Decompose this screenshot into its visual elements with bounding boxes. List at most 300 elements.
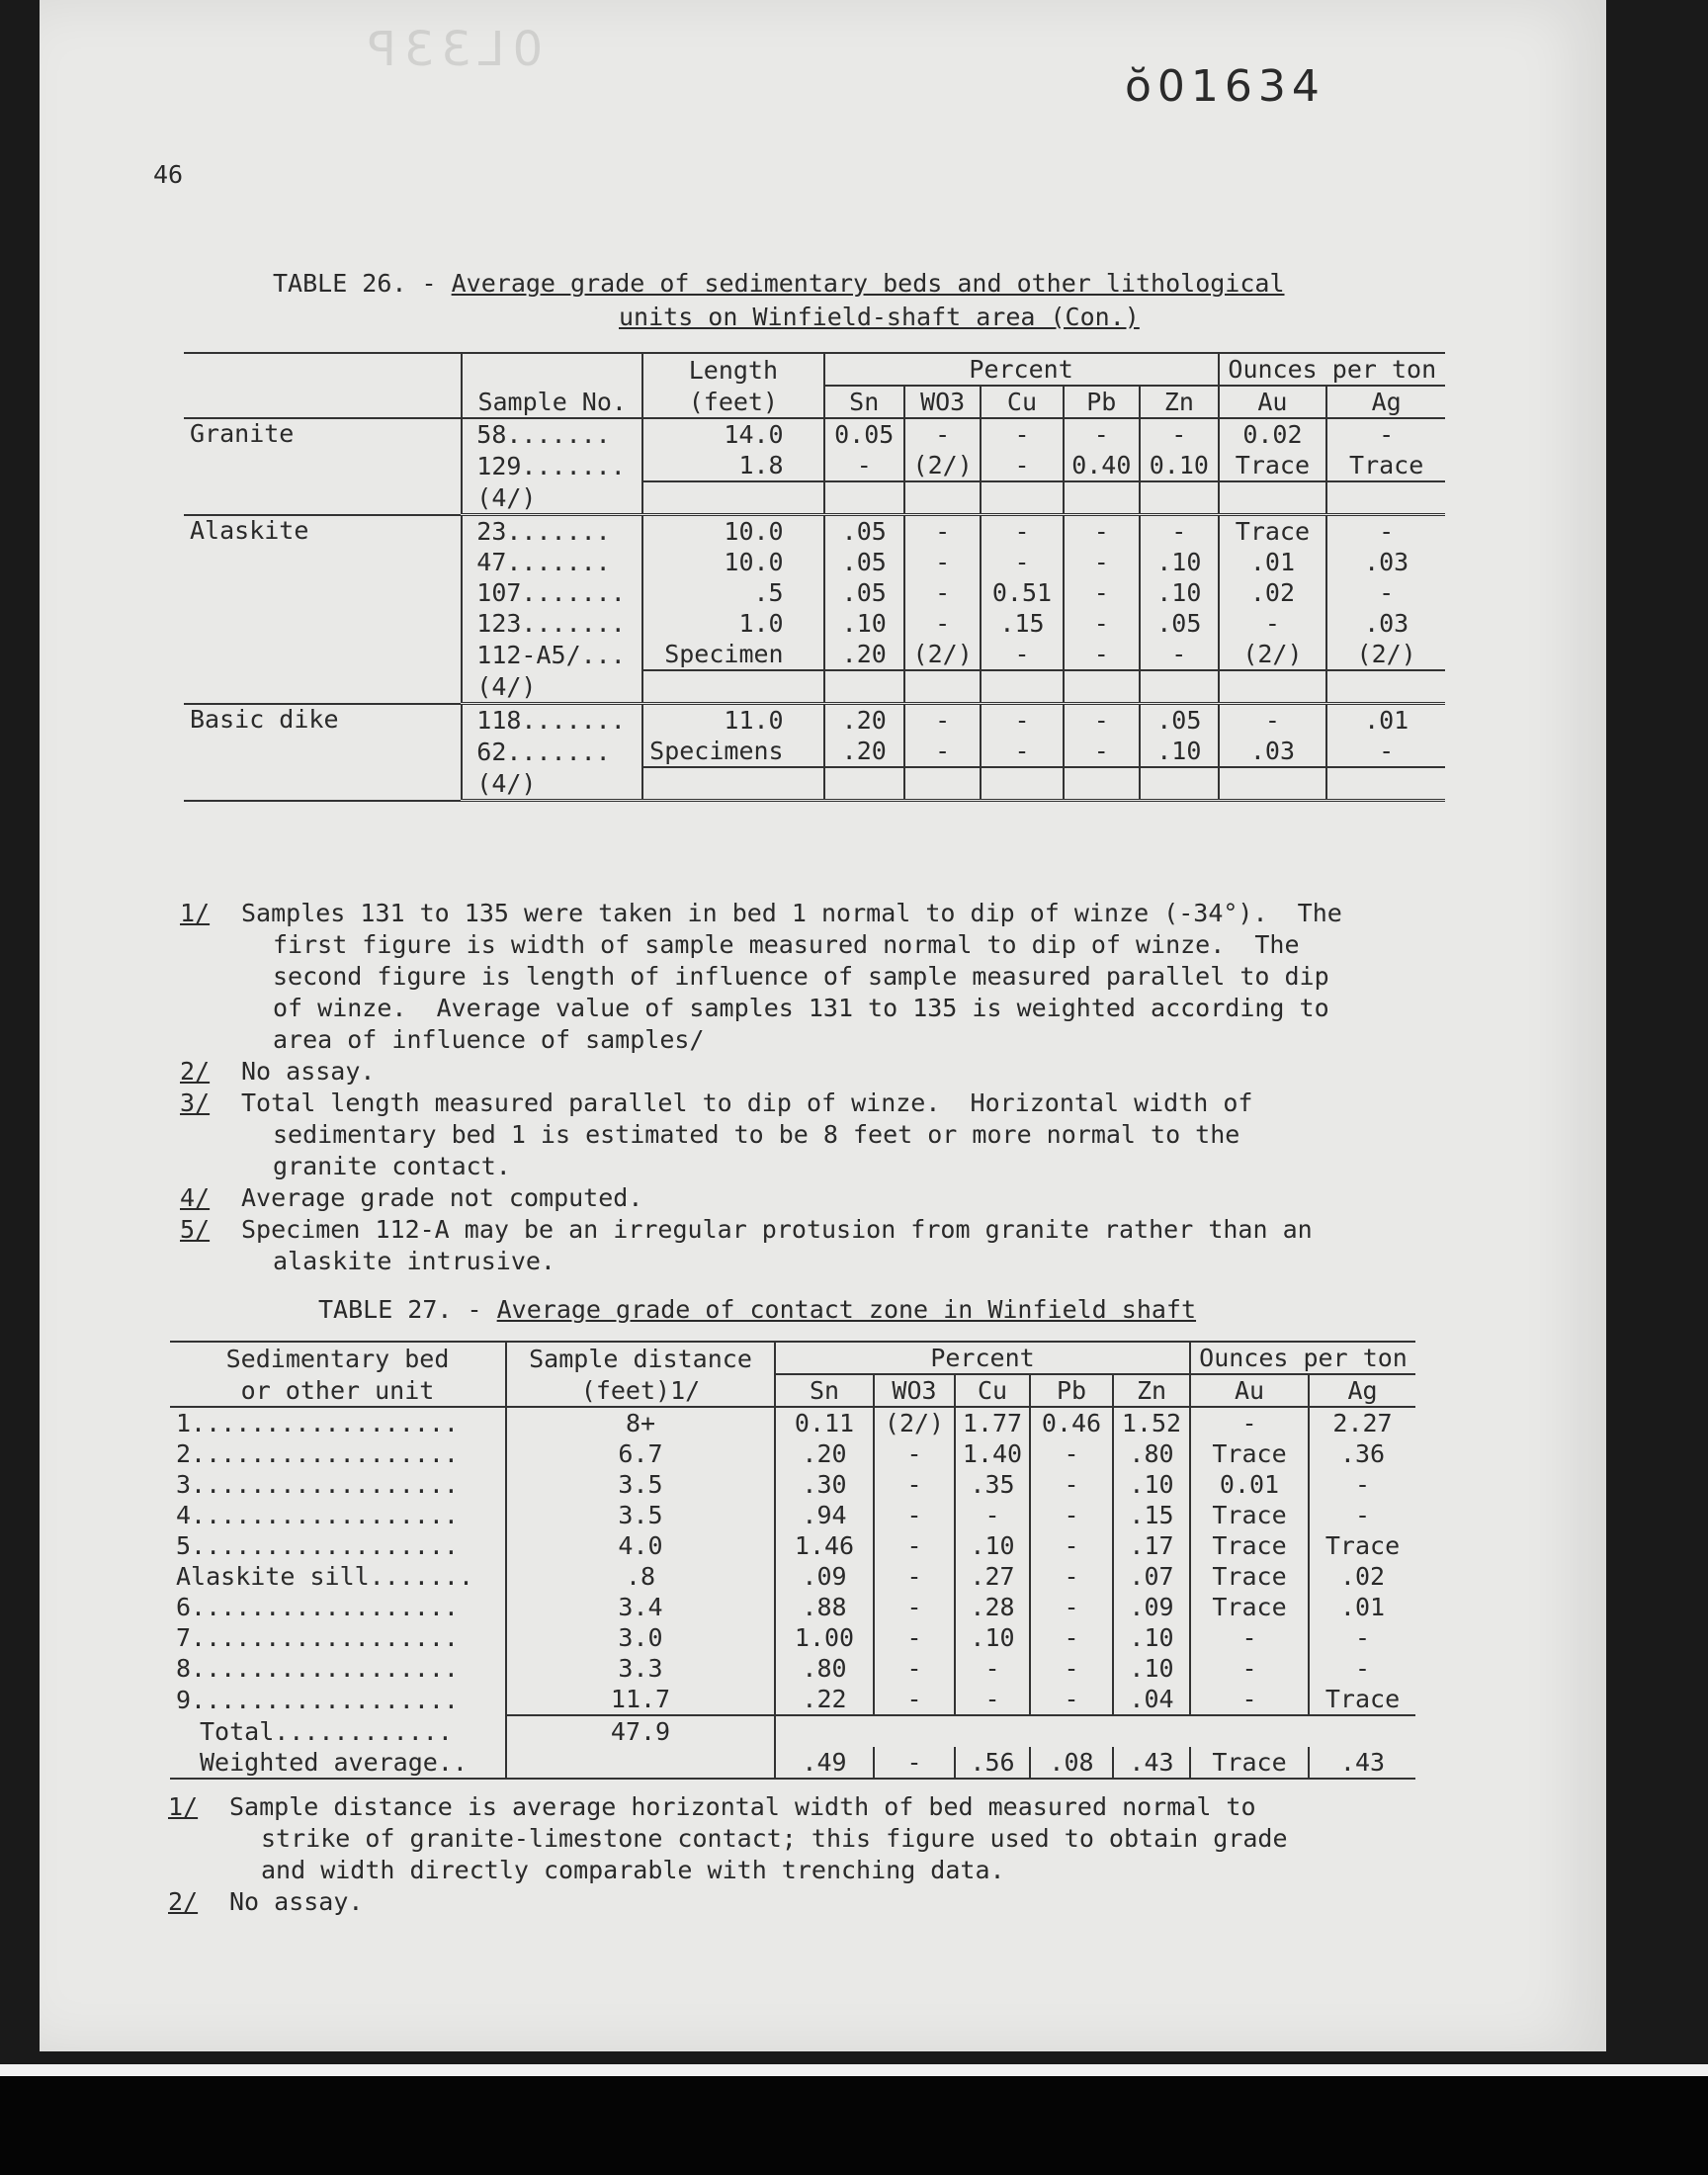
- cell-8: -: [1326, 736, 1445, 767]
- cell-2: .20: [824, 639, 904, 670]
- cell-2: .30: [775, 1469, 874, 1500]
- unit-name: 1..................: [176, 1409, 459, 1437]
- table-row: [184, 639, 1445, 670]
- cell-2: 1.46: [775, 1530, 874, 1561]
- cell-2: 0.05: [824, 418, 904, 450]
- header-col-wo3: WO3: [874, 1374, 955, 1407]
- cell-1: 4.0: [506, 1530, 775, 1561]
- footnote-line: [180, 1246, 1342, 1277]
- cell-6: .07: [1113, 1561, 1190, 1592]
- total-row: [170, 1715, 1415, 1747]
- sample-no: (4/): [462, 481, 642, 515]
- cell-4: .35: [955, 1469, 1030, 1500]
- unit-name-empty: [184, 639, 462, 670]
- cell-3: -: [904, 515, 982, 548]
- cell-7: 0.02: [1219, 418, 1327, 450]
- cell-8: -: [1309, 1500, 1415, 1530]
- unit-name-empty: [184, 736, 462, 767]
- cell-8: .01: [1309, 1592, 1415, 1622]
- cell-4: 0.51: [981, 577, 1063, 608]
- cell-6: .10: [1140, 577, 1218, 608]
- cell-7: .01: [1219, 547, 1327, 577]
- cell-8: Trace: [1309, 1684, 1415, 1715]
- cell-2: [824, 767, 904, 801]
- cell-5: -: [1030, 1684, 1113, 1715]
- cell-5: [1064, 767, 1141, 801]
- footnote-line: [168, 1886, 1288, 1918]
- unit-name: 5..................: [176, 1531, 459, 1560]
- cell-3: -: [874, 1469, 955, 1500]
- cell-7: Trace: [1190, 1438, 1309, 1469]
- header-col-pb: Pb: [1030, 1374, 1113, 1407]
- cell-7: Trace: [1190, 1561, 1309, 1592]
- weighted-cell-6: .43: [1113, 1747, 1190, 1779]
- cell-6: .10: [1113, 1653, 1190, 1684]
- header-unit-line2: or other unit: [170, 1374, 506, 1407]
- cell-8: .36: [1309, 1438, 1415, 1469]
- cell-1: Specimen: [642, 639, 823, 670]
- cell-6: .15: [1113, 1500, 1190, 1530]
- cell-6: [1140, 481, 1218, 515]
- total-empty: [874, 1715, 955, 1747]
- table-row: [170, 1622, 1415, 1653]
- cell-1: 10.0: [642, 547, 823, 577]
- footnote-line: [180, 1182, 1342, 1214]
- cell-7: Trace: [1219, 450, 1327, 481]
- cell-7: Trace: [1190, 1592, 1309, 1622]
- cell-2: 1.00: [775, 1622, 874, 1653]
- table-row: [170, 1469, 1415, 1500]
- cell-5: [1064, 670, 1141, 704]
- cell-7: [1219, 670, 1327, 704]
- cell-7: [1219, 767, 1327, 801]
- header-col-cu: Cu: [981, 386, 1063, 418]
- header-col-sn: Sn: [775, 1374, 874, 1407]
- cell-1: 1.0: [642, 608, 823, 639]
- footnote-mark: 1/: [168, 1792, 199, 1821]
- cell-3: -: [874, 1438, 955, 1469]
- bleed-through-mark: ꟼƐƐ⅃0: [368, 22, 552, 77]
- cell-4: .10: [955, 1622, 1030, 1653]
- table-row: [170, 1653, 1415, 1684]
- cell-2: .20: [824, 736, 904, 767]
- cell-4: .27: [955, 1561, 1030, 1592]
- cell-8: -: [1309, 1653, 1415, 1684]
- cell-3: (2/): [904, 639, 982, 670]
- table-row: [184, 767, 1445, 801]
- cell-7: -: [1190, 1407, 1309, 1438]
- cell-2: .05: [824, 547, 904, 577]
- cell-8: -: [1326, 515, 1445, 548]
- unit-name: 3..................: [176, 1470, 459, 1499]
- footnote-line: [168, 1823, 1288, 1855]
- cell-7: -: [1219, 608, 1327, 639]
- table-row: [184, 577, 1445, 608]
- cell-5: -: [1064, 515, 1141, 548]
- cell-1: .8: [506, 1561, 775, 1592]
- cell-1: [642, 767, 823, 801]
- unit-name: 4..................: [176, 1501, 459, 1529]
- cell-3: (2/): [874, 1407, 955, 1438]
- cell-7: Trace: [1190, 1530, 1309, 1561]
- table-row: [170, 1500, 1415, 1530]
- cell-2: .22: [775, 1684, 874, 1715]
- cell-6: .09: [1113, 1592, 1190, 1622]
- table26-header: [184, 353, 1445, 418]
- cell-3: -: [874, 1622, 955, 1653]
- unit-name: 6..................: [176, 1593, 459, 1621]
- cell-6: 1.52: [1113, 1407, 1190, 1438]
- footnote-text: Total length measured parallel to dip of winze. Horizontal width of: [241, 1088, 1253, 1117]
- cell-4: -: [981, 736, 1063, 767]
- cell-2: .09: [775, 1561, 874, 1592]
- unit-name: Alaskite sill.......: [176, 1562, 474, 1591]
- cell-1: 11.0: [642, 704, 823, 737]
- cell-4: -: [981, 639, 1063, 670]
- footnote-text: area of influence of samples/: [273, 1025, 705, 1054]
- cell-7: .03: [1219, 736, 1327, 767]
- cell-5: -: [1030, 1653, 1113, 1684]
- header-unit-line1: Sedimentary bed: [170, 1342, 506, 1374]
- unit-name-empty: [184, 450, 462, 481]
- cell-8: .02: [1309, 1561, 1415, 1592]
- footnote-mark: 1/: [180, 899, 211, 927]
- cell-3: [904, 670, 982, 704]
- header-percent: Percent: [824, 353, 1219, 386]
- unit-name: Alaskite: [190, 515, 309, 545]
- cell-6: .10: [1113, 1469, 1190, 1500]
- table-row: [184, 670, 1445, 704]
- table-header-row: [170, 1374, 1415, 1407]
- scan-border: [0, 2076, 1708, 2175]
- footnote-mark: 2/: [168, 1887, 199, 1916]
- cell-5: -: [1030, 1592, 1113, 1622]
- cell-1: 3.0: [506, 1622, 775, 1653]
- header-distance-line2: (feet)1/: [506, 1374, 775, 1407]
- cell-3: -: [904, 577, 982, 608]
- cell-1: [642, 481, 823, 515]
- cell-8: [1326, 670, 1445, 704]
- cell-3: -: [904, 418, 982, 450]
- cell-6: .10: [1140, 547, 1218, 577]
- footnote-line: [168, 1791, 1288, 1823]
- footnote-line: [180, 1151, 1342, 1182]
- cell-6: -: [1140, 639, 1218, 670]
- total-empty: [1113, 1715, 1190, 1747]
- cell-3: (2/): [904, 450, 982, 481]
- cell-6: -: [1140, 418, 1218, 450]
- weighted-cell-5: .08: [1030, 1747, 1113, 1779]
- cell-5: -: [1064, 418, 1141, 450]
- weighted-average-row: [170, 1747, 1415, 1779]
- sample-no: 118.......: [462, 704, 642, 737]
- total-empty: [1309, 1715, 1415, 1747]
- footnote-line: [180, 1024, 1342, 1056]
- unit-name: 2..................: [176, 1439, 459, 1468]
- cell-2: .05: [824, 515, 904, 548]
- footnote-line: [180, 1214, 1342, 1246]
- cell-4: 1.77: [955, 1407, 1030, 1438]
- footnote-line: [180, 1088, 1342, 1119]
- cell-7: -: [1190, 1622, 1309, 1653]
- cell-1: [642, 670, 823, 704]
- cell-7: Trace: [1219, 515, 1327, 548]
- cell-4: -: [981, 515, 1063, 548]
- unit-name-empty: [184, 767, 462, 801]
- cell-2: 0.11: [775, 1407, 874, 1438]
- cell-6: [1140, 670, 1218, 704]
- header-col-zn: Zn: [1140, 386, 1218, 418]
- table27-title-text: Average grade of contact zone in Winfield shaft: [496, 1295, 1197, 1324]
- table-row: [184, 608, 1445, 639]
- cell-5: -: [1064, 577, 1141, 608]
- cell-6: .04: [1113, 1684, 1190, 1715]
- cell-3: -: [904, 736, 982, 767]
- cell-5: 0.46: [1030, 1407, 1113, 1438]
- cell-3: -: [904, 704, 982, 737]
- table-row: [170, 1438, 1415, 1469]
- cell-5: -: [1030, 1500, 1113, 1530]
- cell-5: -: [1030, 1469, 1113, 1500]
- footnote-line: [168, 1855, 1288, 1886]
- unit-name: 7..................: [176, 1623, 459, 1652]
- cell-1: .5: [642, 577, 823, 608]
- header-length-line2: (feet): [642, 386, 823, 418]
- sample-no: (4/): [462, 767, 642, 801]
- cell-2: .20: [824, 704, 904, 737]
- footnote-text: strike of granite-limestone contact; this figure used to obtain grade: [261, 1824, 1288, 1853]
- weighted-cell-4: .56: [955, 1747, 1030, 1779]
- footnote-text: granite contact.: [273, 1152, 511, 1180]
- table27: [170, 1341, 1415, 1780]
- sample-no: 58.......: [462, 418, 642, 450]
- cell-6: 0.10: [1140, 450, 1218, 481]
- cell-6: .05: [1140, 608, 1218, 639]
- cell-5: -: [1064, 608, 1141, 639]
- cell-8: -: [1309, 1469, 1415, 1500]
- unit-name: 8..................: [176, 1654, 459, 1683]
- cell-8: [1326, 767, 1445, 801]
- footnote-text: Samples 131 to 135 were taken in bed 1 normal to dip of winze (-34°). The: [241, 899, 1342, 927]
- cell-6: .10: [1140, 736, 1218, 767]
- cell-2: .94: [775, 1500, 874, 1530]
- cell-1: 3.5: [506, 1469, 775, 1500]
- cell-2: -: [824, 450, 904, 481]
- unit-name-empty: [184, 547, 462, 577]
- footnote-text: alaskite intrusive.: [273, 1247, 555, 1275]
- cell-1: 3.5: [506, 1500, 775, 1530]
- table-row: [170, 1530, 1415, 1561]
- cell-8: 2.27: [1309, 1407, 1415, 1438]
- table27-body: [170, 1407, 1415, 1779]
- cell-1: 14.0: [642, 418, 823, 450]
- stamp-number: ŏ01634: [1125, 61, 1325, 112]
- cell-7: .02: [1219, 577, 1327, 608]
- header-col-cu: Cu: [955, 1374, 1030, 1407]
- cell-4: -: [981, 450, 1063, 481]
- cell-2: .20: [775, 1438, 874, 1469]
- sample-no: 123.......: [462, 608, 642, 639]
- weighted-cell-1: [506, 1747, 775, 1779]
- footnote-line: [180, 993, 1342, 1024]
- table26-title-prefix: TABLE 26. -: [273, 269, 452, 298]
- table-row: [184, 418, 1445, 450]
- cell-5: -: [1030, 1530, 1113, 1561]
- table-row: [184, 450, 1445, 481]
- footnote-text: of winze. Average value of samples 131 to 135 is weighted according to: [273, 994, 1329, 1022]
- footnote-line: [180, 961, 1342, 993]
- footnote-text: sedimentary bed 1 is estimated to be 8 feet or more normal to the: [273, 1120, 1240, 1149]
- table-row: [184, 736, 1445, 767]
- header-col-sn: Sn: [824, 386, 904, 418]
- cell-7: 0.01: [1190, 1469, 1309, 1500]
- table26-title-line1: Average grade of sedimentary beds and other lithological: [451, 269, 1285, 298]
- cell-1: 6.7: [506, 1438, 775, 1469]
- cell-5: -: [1030, 1438, 1113, 1469]
- table26-title: [273, 269, 1285, 298]
- sample-no: 112-A5/...: [462, 639, 642, 670]
- table27-title: [318, 1295, 1196, 1324]
- cell-8: [1326, 481, 1445, 515]
- header-sample-no: [462, 353, 642, 386]
- table-row: [184, 515, 1445, 548]
- footnote-mark: 5/: [180, 1215, 211, 1244]
- header-ounces-per-ton: Ounces per ton: [1219, 353, 1445, 386]
- weighted-cell-7: Trace: [1190, 1747, 1309, 1779]
- total-label: Total............: [200, 1716, 453, 1746]
- table27-footnotes: [168, 1791, 1288, 1918]
- table-header-row: [170, 1342, 1415, 1374]
- cell-3: -: [874, 1500, 955, 1530]
- cell-4: .28: [955, 1592, 1030, 1622]
- unit-name-empty: [184, 670, 462, 704]
- cell-6: .80: [1113, 1438, 1190, 1469]
- cell-2: .05: [824, 577, 904, 608]
- cell-5: -: [1064, 704, 1141, 737]
- table26: [184, 352, 1445, 802]
- table-row: [170, 1407, 1415, 1438]
- sample-no: 129.......: [462, 450, 642, 481]
- table27-title-prefix: TABLE 27. -: [318, 1295, 497, 1324]
- cell-8: -: [1309, 1622, 1415, 1653]
- cell-4: -: [981, 547, 1063, 577]
- cell-3: -: [904, 608, 982, 639]
- footnote-text: No assay.: [241, 1057, 376, 1086]
- sample-no: (4/): [462, 670, 642, 704]
- cell-1: 11.7: [506, 1684, 775, 1715]
- page-number: 46: [153, 160, 184, 189]
- header-col-au: Au: [1190, 1374, 1309, 1407]
- cell-7: -: [1219, 704, 1327, 737]
- table-header-row: [184, 386, 1445, 418]
- footnote-text: first figure is width of sample measured normal to dip of winze. The: [273, 930, 1300, 959]
- table-row: [170, 1684, 1415, 1715]
- footnote-text: second figure is length of influence of sample measured parallel to dip: [273, 962, 1329, 991]
- cell-5: -: [1064, 736, 1141, 767]
- unit-name: Granite: [190, 419, 295, 448]
- footnote-line: [180, 1119, 1342, 1151]
- cell-6: [1140, 767, 1218, 801]
- header-col-wo3: WO3: [904, 386, 982, 418]
- cell-3: -: [874, 1653, 955, 1684]
- cell-3: -: [874, 1592, 955, 1622]
- footnote-text: No assay.: [229, 1887, 364, 1916]
- cell-4: -: [981, 704, 1063, 737]
- total-value: 47.9: [506, 1715, 775, 1747]
- unit-name: Basic dike: [190, 704, 339, 734]
- cell-2: .10: [824, 608, 904, 639]
- cell-4: -: [955, 1653, 1030, 1684]
- cell-7: Trace: [1190, 1500, 1309, 1530]
- cell-4: [981, 481, 1063, 515]
- unit-name: 9..................: [176, 1685, 459, 1714]
- cell-4: -: [981, 418, 1063, 450]
- cell-6: .05: [1140, 704, 1218, 737]
- cell-3: [904, 481, 982, 515]
- cell-8: -: [1326, 577, 1445, 608]
- header-spacer: [184, 386, 462, 418]
- cell-2: .88: [775, 1592, 874, 1622]
- cell-2: .80: [775, 1653, 874, 1684]
- weighted-cell-2: .49: [775, 1747, 874, 1779]
- header-col-zn: Zn: [1113, 1374, 1190, 1407]
- unit-name-empty: [184, 481, 462, 515]
- header-col-ag: Ag: [1309, 1374, 1415, 1407]
- weighted-cell-8: .43: [1309, 1747, 1415, 1779]
- sample-no: 62.......: [462, 736, 642, 767]
- unit-name-empty: [184, 577, 462, 608]
- cell-1: Specimens: [642, 736, 823, 767]
- footnote-line: [180, 1056, 1342, 1088]
- weighted-cell-3: -: [874, 1747, 955, 1779]
- table-row: [184, 547, 1445, 577]
- header-col-ag: Ag: [1326, 386, 1445, 418]
- header-distance-line1: Sample distance: [506, 1342, 775, 1374]
- footnote-text: Specimen 112-A may be an irregular protusion from granite rather than an: [241, 1215, 1313, 1244]
- total-empty: [1030, 1715, 1113, 1747]
- cell-4: [981, 767, 1063, 801]
- cell-2: [824, 481, 904, 515]
- header-sample-no-label: Sample No.: [462, 386, 642, 418]
- cell-4: -: [955, 1684, 1030, 1715]
- cell-2: [824, 670, 904, 704]
- cell-8: .03: [1326, 547, 1445, 577]
- cell-8: (2/): [1326, 639, 1445, 670]
- cell-5: -: [1064, 639, 1141, 670]
- footnote-text: and width directly comparable with trenching data.: [261, 1856, 1005, 1884]
- cell-3: -: [874, 1530, 955, 1561]
- footnote-line: [180, 898, 1342, 929]
- cell-6: -: [1140, 515, 1218, 548]
- cell-5: -: [1030, 1622, 1113, 1653]
- weighted-label: Weighted average..: [170, 1747, 506, 1779]
- table26-body: [184, 418, 1445, 801]
- cell-6: .17: [1113, 1530, 1190, 1561]
- footnote-mark: 3/: [180, 1088, 211, 1117]
- table26-title-line2: units on Winfield-shaft area (Con.): [619, 303, 1140, 331]
- total-empty: [1190, 1715, 1309, 1747]
- footnote-mark: 4/: [180, 1183, 211, 1212]
- cell-5: [1064, 481, 1141, 515]
- table-row: [170, 1561, 1415, 1592]
- sample-no: 107.......: [462, 577, 642, 608]
- total-empty: [955, 1715, 1030, 1747]
- sample-no: 47.......: [462, 547, 642, 577]
- cell-3: -: [874, 1561, 955, 1592]
- cell-5: -: [1030, 1561, 1113, 1592]
- footnote-text: Average grade not computed.: [241, 1183, 643, 1212]
- cell-3: -: [904, 547, 982, 577]
